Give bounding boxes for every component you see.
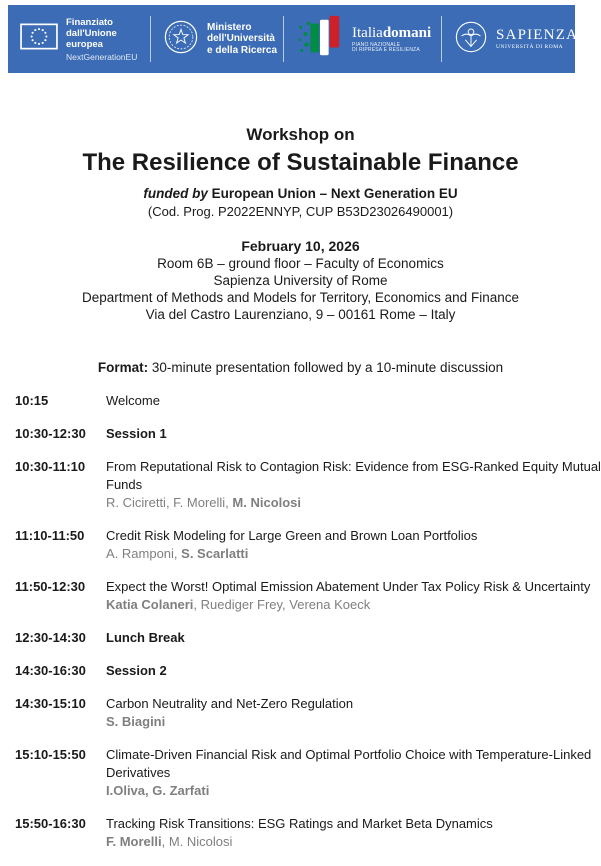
schedule-row <box>0 662 601 680</box>
eu-flag-icon <box>20 23 58 55</box>
schedule-row <box>0 527 601 563</box>
italiadomani-wordmark: Italiadomani <box>352 24 432 41</box>
talk-title-line: Lunch Break <box>106 630 185 645</box>
sapienza-emblem-icon <box>454 20 488 59</box>
italiadomani-subtitle-line2: DI RIPRESA E RESILIENZA <box>352 47 420 53</box>
schedule-time: 14:30-15:10 <box>15 696 86 711</box>
talk-title-line: From Reputational Risk to Contagion Risk: Evidence from ESG-Ranked Equity Mutual <box>106 459 601 474</box>
talk-title-line: Welcome <box>106 393 160 408</box>
schedule-row <box>0 746 601 800</box>
event-department: Department of Methods and Models for Territory, Economics and Finance <box>82 290 519 305</box>
schedule-row <box>0 425 601 443</box>
format-note: Format: 30-minute presentation followed by a 10-minute discussion <box>97 360 504 375</box>
schedule-time: 11:10-11:50 <box>15 528 85 543</box>
schedule-time: 12:30-14:30 <box>15 630 86 645</box>
schedule-time: 10:30-11:10 <box>15 459 86 474</box>
italiadomani-flag-icon <box>296 13 344 66</box>
schedule-row <box>0 578 601 614</box>
project-code: (Cod. Prog. P2022ENNYP, CUP B53D23026490001) <box>147 204 454 219</box>
schedule-row <box>0 392 601 410</box>
talk-title-line: Tracking Risk Transitions: ESG Ratings and Market Beta Dynamics <box>106 816 493 831</box>
event-address: Via del Castro Laurenziano, 9 – 00161 Rome – Italy <box>145 307 456 322</box>
schedule-row <box>0 815 601 851</box>
talk-authors: F. Morelli, M. Nicolosi <box>106 834 233 849</box>
talk-authors: R. Ciciretti, F. Morelli, M. Nicolosi <box>106 495 302 510</box>
schedule-time: 15:50-16:30 <box>15 816 86 831</box>
talk-title-line: Climate-Driven Financial Risk and Optimal Portfolio Choice with Temperature-Linked <box>106 747 592 762</box>
talk-title-line: Carbon Neutrality and Net-Zero Regulation <box>106 696 354 711</box>
ministry-line3: e della Ricerca <box>207 44 278 56</box>
funding-statement: funded by European Union – Next Generation EU <box>143 186 458 201</box>
ministry-line1: Ministero <box>207 21 252 33</box>
schedule-row <box>0 458 601 512</box>
schedule-entry <box>106 578 591 614</box>
sapienza-logo <box>442 5 579 73</box>
funding-logo-banner <box>8 5 579 73</box>
schedule-row <box>0 695 601 731</box>
italiadomani-subtitle-line1: PIANO NAZIONALE <box>352 41 401 48</box>
eu-funding-logo <box>8 5 150 73</box>
schedule-time: 15:10-15:50 <box>15 747 86 762</box>
schedule-entry <box>106 392 588 410</box>
event-room: Room 6B – ground floor – Faculty of Economics <box>157 256 444 271</box>
italiadomani-logo <box>284 5 441 73</box>
eu-funding-line3: NextGenerationEU <box>66 51 138 62</box>
eu-funding-line2: dall'Unione europea <box>66 27 117 50</box>
workshop-pretitle: Workshop on <box>246 125 355 144</box>
sapienza-subtitle: UNIVERSITÀ DI ROMA <box>496 43 564 50</box>
ministry-line2: dell'Università <box>207 33 275 45</box>
schedule-entry <box>106 695 588 731</box>
talk-title-line: Session 2 <box>106 663 167 678</box>
talk-authors: Katia Colaneri, Ruediger Frey, Verena Koeck <box>106 597 371 612</box>
talk-title-line: Expect the Worst! Optimal Emission Abatement Under Tax Policy Risk & Uncertainty <box>106 579 591 594</box>
schedule-entry <box>106 458 601 512</box>
sapienza-wordmark: SAPIENZA <box>496 26 579 43</box>
talk-authors: S. Biagini <box>106 714 166 729</box>
schedule-time: 11:50-12:30 <box>15 579 86 594</box>
workshop-title: The Resilience of Sustainable Finance <box>82 149 519 176</box>
event-details <box>0 237 601 323</box>
schedule-time: 14:30-16:30 <box>15 663 86 678</box>
schedule-entry <box>106 662 588 680</box>
schedule-time: 10:15 <box>15 393 49 408</box>
talk-title-line: Funds <box>106 477 143 492</box>
schedule-entry <box>106 527 588 563</box>
talk-title-line: Derivatives <box>106 765 171 780</box>
talk-authors: I.Oliva, G. Zarfati <box>106 783 210 798</box>
schedule-entry <box>106 815 588 851</box>
schedule-entry <box>106 629 588 647</box>
talk-title-line: Credit Risk Modeling for Large Green and Brown Loan Portfolios <box>106 528 478 543</box>
eu-funding-line1: Finanziato <box>66 16 113 28</box>
event-date: February 10, 2026 <box>241 238 360 254</box>
schedule-entry <box>106 425 588 443</box>
talk-authors: A. Ramponi, S. Scarlatti <box>106 546 249 561</box>
ministry-emblem-icon <box>163 19 199 60</box>
talk-title-line: Session 1 <box>106 426 167 441</box>
ministry-logo <box>151 5 283 73</box>
schedule-time: 10:30-12:30 <box>15 426 86 441</box>
event-university: Sapienza University of Rome <box>213 273 388 288</box>
schedule <box>0 392 601 851</box>
schedule-entry <box>106 746 592 800</box>
workshop-flyer <box>0 125 601 866</box>
schedule-row <box>0 629 601 647</box>
